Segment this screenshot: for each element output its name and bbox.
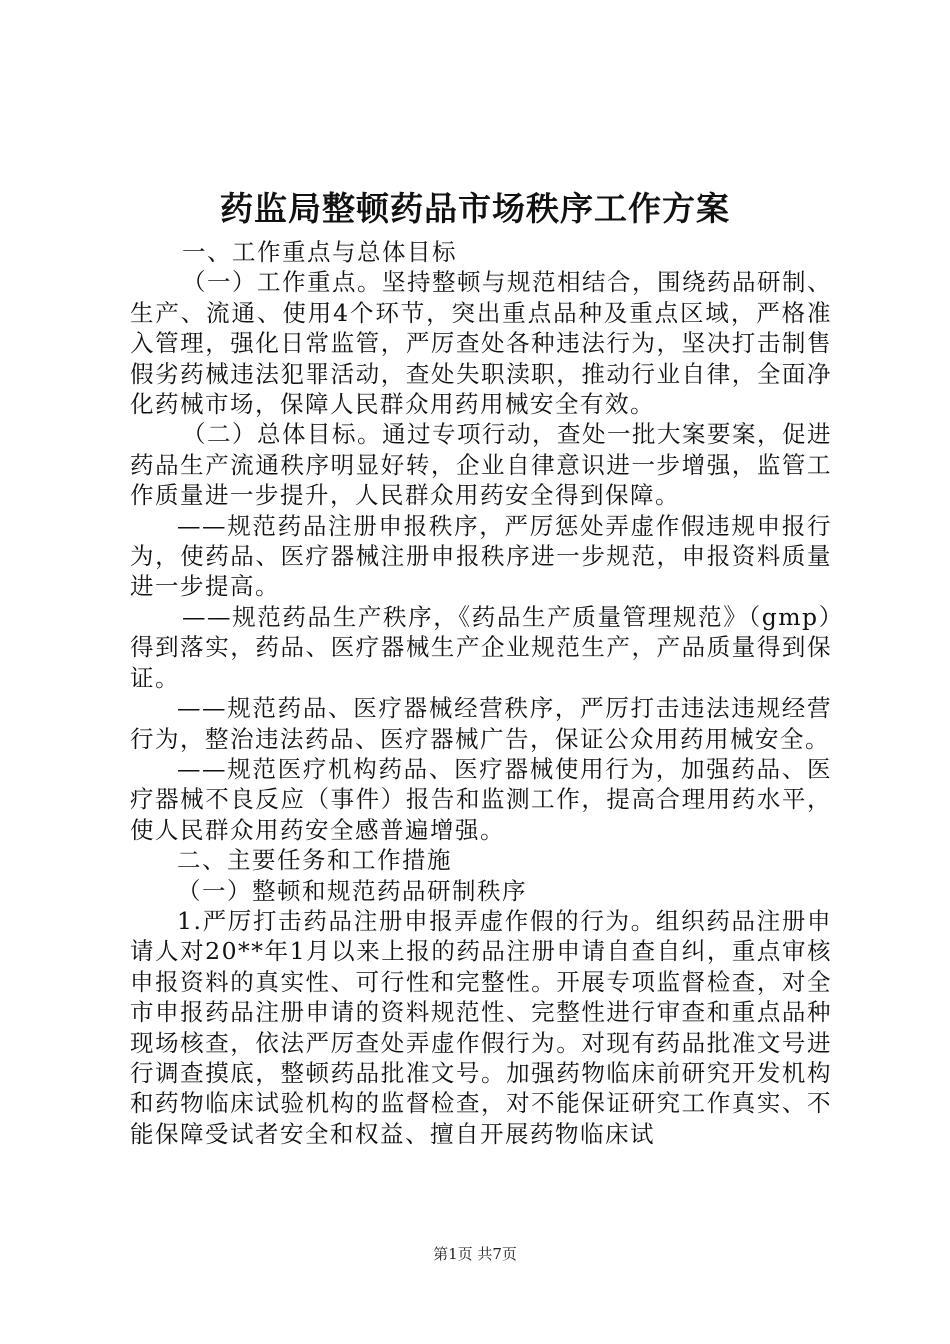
paragraph: （一）工作重点。坚持整顿与规范相结合，围绕药品研制、生产、流通、使用4个环节，突出重点品种及重点区域，严格准入管理，强化日常监管，严厉查处各种违法行为，坚决打击制售假劣药械违法犯罪活动，查处失职渎职，推动行业自律，全面净化药械市场，保障人民群众用药用械安全有效。 <box>130 268 832 419</box>
section-heading: 二、主要任务和工作措施 <box>177 846 452 875</box>
paragraph: ——规范药品注册申报秩序，严厉惩处弄虚作假违规申报行为，使药品、医疗器械注册申报秩序进一步规范，申报资料质量进一步提高。 <box>130 511 832 601</box>
paragraph: ——规范药品、医疗器械经营秩序，严厉打击违法违规经营行为，整治违法药品、医疗器械广告，保证公众用药用械安全。 <box>130 694 832 753</box>
document-title: 药监局整顿药品市场秩序工作方案 <box>220 189 730 228</box>
paragraph: （二）总体目标。通过专项行动，查处一批大案要案，促进药品生产流通秩序明显好转，企业自律意识进一步增强，监管工作质量进一步提升，人民群众用药安全得到保障。 <box>130 420 832 510</box>
subsection-heading: （一）整顿和规范药品研制秩序 <box>177 876 527 905</box>
page-number-footer: 第1页 共7页 <box>433 1245 517 1263</box>
paragraph: 1.严厉打击药品注册申报弄虚作假的行为。组织药品注册申请人对20**年1月以来上报的药品注册申请自查自纠，重点审核申报资料的真实性、可行性和完整性。开展专项监督检查，对全市申报药品注册申请的资料规范性、完整性进行审查和重点品种现场核查，依法严厉查处弄虚作假行为。对现有药品批准文号进行调查摸底，整顿药品批准文号。加强药物临床前研究开发机构和药物临床试验机构的监督检查，对不能保证研究工作真实、不能保障受试者安全和权益、擅自开展药物临床试 <box>130 906 832 1148</box>
section-heading: 一、工作重点与总体目标 <box>182 238 457 266</box>
document-body <box>130 237 832 1149</box>
paragraph: ——规范药品生产秩序，《药品生产质量管理规范》（gmp）得到落实，药品、医疗器械生产企业规范生产，产品质量得到保证。 <box>130 602 832 692</box>
paragraph: ——规范医疗机构药品、医疗器械使用行为，加强药品、医疗器械不良反应（事件）报告和监测工作，提高合理用药水平，使人民群众用药安全感普遍增强。 <box>130 754 832 844</box>
